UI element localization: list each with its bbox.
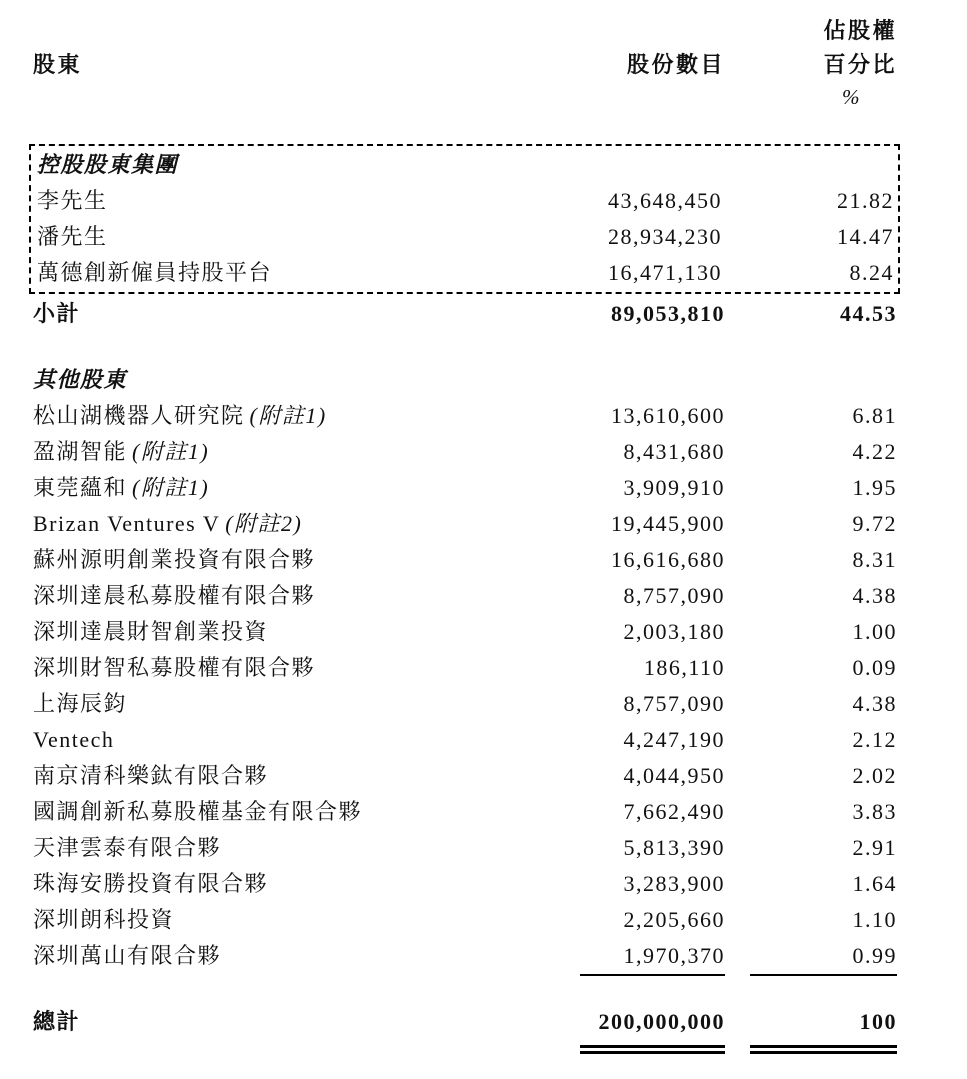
table-row [29, 686, 900, 722]
shareholder-name: 東莞蘊和 (附註1) [33, 475, 210, 500]
table-header-row-2 [29, 48, 900, 82]
shareholder-name: Brizan Ventures V (附註2) [33, 511, 303, 536]
percent-symbol: % [842, 85, 861, 109]
percent-value: 4.38 [852, 583, 897, 608]
note-reference: (附註1) [132, 439, 210, 464]
shares-value: 2,003,180 [623, 619, 725, 644]
col-header-ownership-line2: 百分比 [823, 52, 897, 77]
shareholder-name: 南京清科樂鈦有限合夥 [33, 763, 269, 788]
table-row [29, 542, 900, 578]
section-title-other-shareholders: 其他股東 [33, 367, 128, 392]
note-reference: (附註1) [132, 475, 210, 500]
table-row [29, 902, 900, 938]
shareholder-name: 深圳財智私募股權有限合夥 [33, 655, 316, 680]
percent-value: 21.82 [837, 188, 894, 213]
shareholder-name: 深圳達晨財智創業投資 [33, 619, 269, 644]
shares-value: 2,205,660 [623, 907, 725, 932]
table-row [33, 183, 897, 219]
percent-value: 4.22 [852, 439, 897, 464]
percent-value: 1.95 [852, 475, 897, 500]
col-header-ownership-line1: 佔股權 [823, 18, 897, 43]
total-row [29, 1004, 900, 1054]
percent-value: 0.99 [750, 938, 897, 976]
controlling-group-box [29, 144, 900, 294]
shareholder-name: 國調創新私募股權基金有限合夥 [33, 799, 363, 824]
shares-value: 1,970,370 [580, 938, 725, 976]
total-percent-value: 100 [750, 1004, 897, 1054]
total-label: 總計 [33, 1009, 81, 1034]
table-row [29, 398, 900, 434]
percent-value: 1.64 [852, 871, 897, 896]
shareholder-name: 盈湖智能 (附註1) [33, 439, 210, 464]
shares-value: 4,044,950 [623, 763, 725, 788]
shareholder-name: 深圳萬山有限合夥 [33, 943, 222, 968]
table-row [29, 722, 900, 758]
shares-value: 13,610,600 [611, 403, 725, 428]
subtotal-shares-value: 89,053,810 [611, 301, 725, 326]
table-row [29, 470, 900, 506]
shares-value: 28,934,230 [608, 224, 722, 249]
percent-value: 9.72 [852, 511, 897, 536]
shares-value: 19,445,900 [611, 511, 725, 536]
subtotal-label: 小計 [33, 301, 81, 326]
shares-value: 43,648,450 [608, 188, 722, 213]
shareholder-name: 珠海安勝投資有限合夥 [33, 871, 269, 896]
shares-value: 16,471,130 [608, 260, 722, 285]
table-row [29, 650, 900, 686]
shares-value: 8,757,090 [623, 583, 725, 608]
percent-value: 8.31 [852, 547, 897, 572]
shares-value: 8,431,680 [623, 439, 725, 464]
shareholder-name: Ventech [33, 727, 115, 752]
shareholder-name: 李先生 [37, 188, 108, 213]
table-row [29, 794, 900, 830]
percent-value: 2.91 [852, 835, 897, 860]
subtotal-row [29, 296, 900, 332]
shareholder-name: 潘先生 [37, 224, 108, 249]
percent-value: 6.81 [852, 403, 897, 428]
table-row [29, 614, 900, 650]
table-row [29, 578, 900, 614]
col-header-shareholder: 股東 [33, 52, 83, 77]
percent-value: 14.47 [837, 224, 894, 249]
percent-value: 4.38 [852, 691, 897, 716]
percent-value: 1.10 [852, 907, 897, 932]
percent-value: 8.24 [849, 260, 894, 285]
percent-value: 0.09 [852, 655, 897, 680]
subtotal-percent-value: 44.53 [840, 301, 897, 326]
shares-value: 3,909,910 [623, 475, 725, 500]
shareholder-name: 深圳達晨私募股權有限合夥 [33, 583, 316, 608]
section-title-row [33, 147, 897, 183]
shareholder-name: 松山湖機器人研究院 (附註1) [33, 403, 327, 428]
percent-value: 3.83 [852, 799, 897, 824]
shares-value: 7,662,490 [623, 799, 725, 824]
table-header-row-1 [29, 14, 900, 48]
shareholder-name: 萬德創新僱員持股平台 [37, 260, 273, 285]
total-shares-value: 200,000,000 [580, 1004, 725, 1054]
table-row [29, 938, 900, 976]
table-row [29, 866, 900, 902]
shareholder-name: 上海辰鈞 [33, 691, 128, 716]
table-row [33, 219, 897, 255]
shareholding-table [29, 14, 900, 1054]
table-row [29, 434, 900, 470]
note-reference: (附註1) [249, 403, 327, 428]
table-row [29, 506, 900, 542]
shareholder-name: 深圳朗科投資 [33, 907, 175, 932]
shares-value: 5,813,390 [623, 835, 725, 860]
shareholder-name: 天津雲泰有限合夥 [33, 835, 222, 860]
table-row [29, 830, 900, 866]
shares-value: 16,616,680 [611, 547, 725, 572]
table-header-row-3 [29, 82, 900, 112]
percent-value: 1.00 [852, 619, 897, 644]
section-title-controlling-group: 控股股東集團 [37, 152, 179, 177]
shareholder-name: 蘇州源明創業投資有限合夥 [33, 547, 316, 572]
percent-value: 2.02 [852, 763, 897, 788]
shares-value: 4,247,190 [623, 727, 725, 752]
shares-value: 8,757,090 [623, 691, 725, 716]
section-title-row [29, 362, 900, 398]
note-reference: (附註2) [225, 511, 303, 536]
shares-value: 186,110 [643, 655, 725, 680]
table-row [29, 758, 900, 794]
table-row [33, 255, 897, 291]
shares-value: 3,283,900 [623, 871, 725, 896]
percent-value: 2.12 [852, 727, 897, 752]
col-header-shares: 股份數目 [626, 52, 725, 77]
